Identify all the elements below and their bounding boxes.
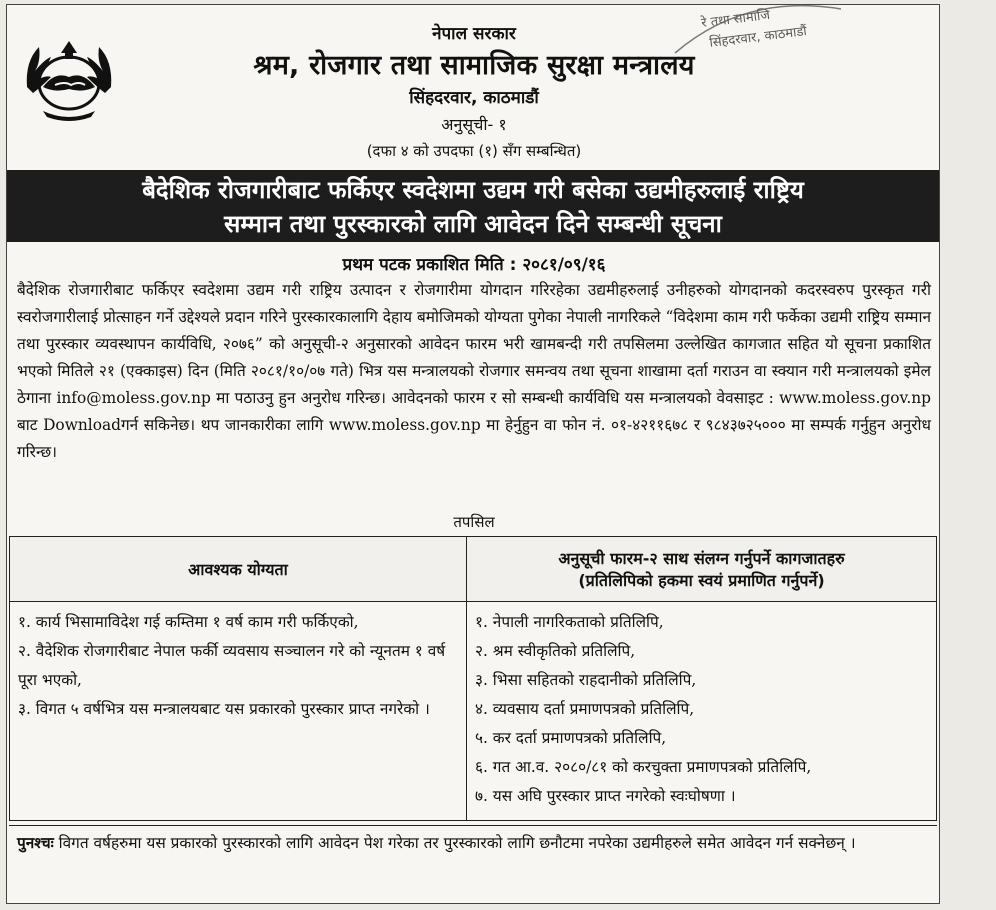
- eligibility-item: २. वैदेशिक रोजगारीबाट नेपाल फर्की व्यवसाय सञ्चालन गरे को न्यूनतम १ वर्ष पूरा भएको,: [18, 642, 446, 689]
- documents-header: [467, 537, 937, 602]
- document-item: १. नेपाली नागरिकताको प्रतिलिपि,: [475, 613, 664, 631]
- government-name: नेपाल सरकार: [432, 24, 516, 44]
- eligibility-item: ३. विगत ५ वर्षभित्र यस मन्त्रालयबाट यस प्रकारको पुरस्कार प्राप्त नगरेको ।: [18, 700, 430, 718]
- document-item: ५. कर दर्ता प्रमाणपत्रको प्रतिलिपि,: [475, 729, 667, 747]
- document-item: २. श्रम स्वीकृतिको प्रतिलिपि,: [475, 642, 636, 660]
- notice-body: बैदेशिक रोजगारीबाट फर्किएर स्वदेशमा उद्यम गरी राष्ट्रिय उत्पादन र रोजगारीमा योगदान गरिरहेका उद्यमीहरुलाई उनीहरुको योगदानको कदरस्वरुप पुरस्कृत गरी स्वरोजगारीलाई प्रोत्साहन गर्ने उद्देश्यले प्रदान गरिने पुरस्कारकालागि देहाय बमोजिमको योग्यता पुगेका नेपाली नागरिकले “विदेशमा काम गरी फर्केका उद्यमी राष्ट्रिय सम्मान तथा पुरस्कार व्यवस्थापन कार्यविधि, २०७६” को अनुसूची-२ अनुसारको आवेदन फारम भरी खामबन्दी गरी तपसिलमा उल्लेखित कागजात सहित यो सूचना प्रकाशित भएको मितिले २१ (एक्काइस) दिन (मिति २०८१/१०/०७ गते) भित्र यस मन्त्रालयको रोजगार समन्वय तथा सूचना शाखामा दर्ता गराउन वा स्क्यान गरी मन्त्रालयको इमेल ठेगाना info@moless.gov.np मा पठाउनु हुन अनुरोध गरिन्छ। आवेदनको फारम र सो सम्बन्धी कार्यविधि यस मन्त्रालयको वेवसाइट : www.moless.gov.np बाट Downloadगर्न सकिनेछ। थप जानकारीका लागि www.moless.gov.np मा हेर्नुहुन वा फोन नं. ०१-४२११६७८ र ९८४३७२५००० मा सम्पर्क गर्नुहुन अनुरोध गरिन्छ।: [17, 281, 931, 461]
- stamp-text-line2: सिंहदरवार, काठमाडौं: [708, 24, 808, 51]
- document-item: ६. गत आ.व. २०८०/८१ को करचुक्ता प्रमाणपत्रको प्रतिलिपि,: [475, 758, 812, 776]
- schedule-heading: तपसिल: [453, 513, 495, 531]
- published-date: प्रथम पटक प्रकाशित मिति : २०८१/०९/१६: [342, 255, 606, 275]
- postscript-label: पुनश्चः: [17, 834, 54, 852]
- postscript-text: विगत वर्षहरुमा यस प्रकारको पुरस्कारको लागि आवेदन पेश गरेका तर पुरस्कारको लागि छनौटमा नपरेका उद्यमीहरुले समेत आवेदन गर्न सक्नेछन् ।: [58, 834, 856, 852]
- table-row: [10, 602, 937, 821]
- document-item: ३. भिसा सहितको राहदानीको प्रतिलिपि,: [475, 671, 697, 689]
- notice-sheet: [6, 4, 940, 904]
- section-reference: (दफा ४ को उपदफा (१) सँग सम्बन्धित): [366, 142, 582, 160]
- documents-cell: [467, 602, 937, 821]
- documents-header-line1: अनुसूची फारम-२ साथ संलग्न गर्नुपर्ने कागजातहरु: [558, 549, 845, 568]
- postscript: [9, 825, 937, 861]
- documents-header-line2: (प्रतिलिपिको हकमा स्वयं प्रमाणित गर्नुपर्ने): [578, 571, 825, 590]
- notice-title-line2: सम्मान तथा पुरस्कारको लागि आवेदन दिने सम्बन्धी सूचना: [224, 210, 722, 238]
- eligibility-header: आवश्यक योग्यता: [10, 537, 467, 602]
- document-item: ४. व्यवसाय दर्ता प्रमाणपत्रको प्रतिलिपि,: [475, 700, 695, 718]
- requirements-table: [9, 536, 937, 821]
- stamp-text-line1: रे तथा सामाजि: [700, 7, 771, 32]
- eligibility-cell: [10, 602, 467, 821]
- ministry-name: श्रम, रोजगार तथा सामाजिक सुरक्षा मन्त्रालय: [253, 50, 695, 81]
- annex-number: अनुसूची- १: [441, 115, 507, 134]
- ministry-address: सिंहदरवार, काठमाडौं: [409, 88, 539, 108]
- table-header-row: [10, 537, 937, 602]
- notice-title-line1: बैदेशिक रोजगारीबाट फर्किएर स्वदेशमा उद्यम गरी बसेका उद्यमीहरुलाई राष्ट्रिय: [142, 176, 804, 204]
- eligibility-item: १. कार्य भिसामाविदेश गई कम्तिमा १ वर्ष काम गरी फर्किएको,: [18, 613, 359, 631]
- document-item: ७. यस अघि पुरस्कार प्राप्त नगरेको स्वःघोषणा ।: [475, 787, 736, 805]
- notice-title-banner: [7, 170, 939, 242]
